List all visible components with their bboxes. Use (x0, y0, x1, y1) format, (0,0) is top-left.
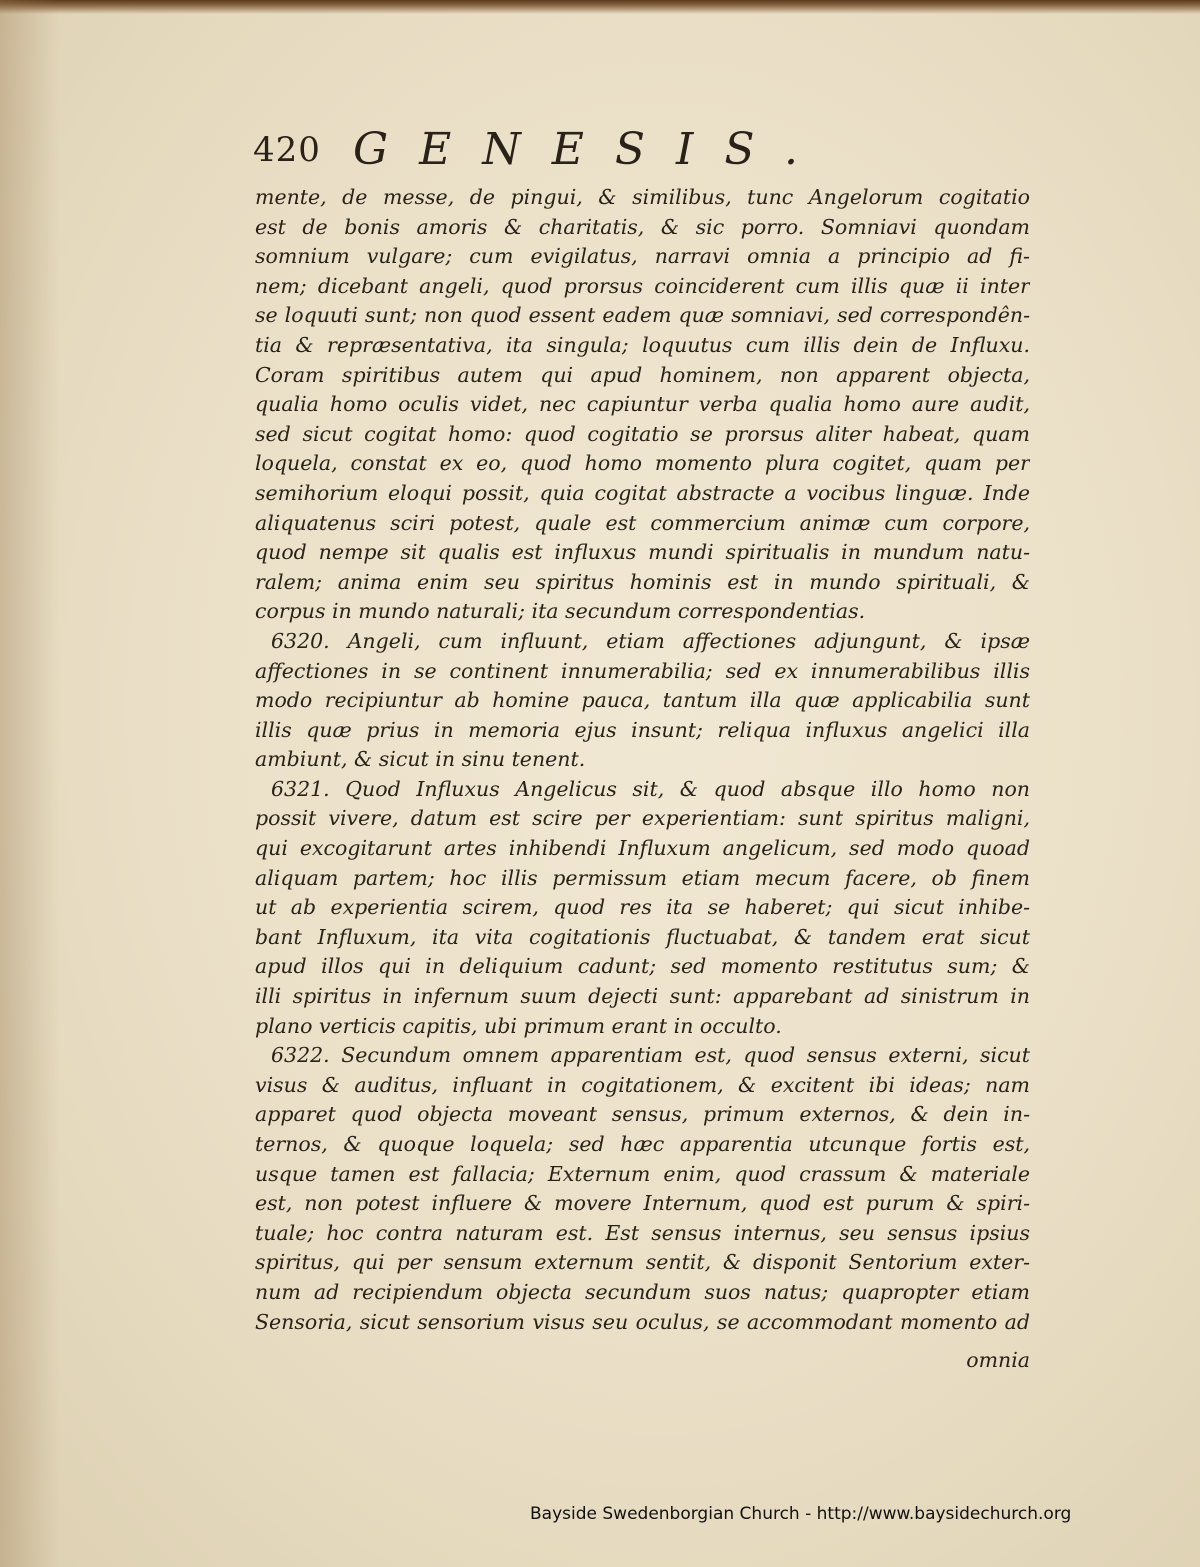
text-line: est, non potest influere & movere Internum, quod est purum & spiri- (255, 1191, 1030, 1216)
running-header (253, 124, 1043, 174)
text-line: bant Influxum, ita vita cogitationis fluctuabat, & tandem erat sicut (255, 924, 1030, 949)
text-line: mente, de messe, de pingui, & similibus, tunc Angelorum cogitatio (255, 185, 1030, 209)
text-line: tia & repræsentativa, ita singula; loquutus cum illis dein de Influxu. (255, 332, 1030, 357)
text-line: qualia homo oculis videt, nec capiuntur verba qualia homo aure audit, (255, 392, 1030, 417)
text-line: ralem; anima enim seu spiritus hominis est in mundo spirituali, & (255, 569, 1030, 594)
text-line: apud illos qui in deliquium cadunt; sed momento restitutus sum; & (255, 954, 1030, 979)
footer-credit: Bayside Swedenborgian Church - http://www.baysidechurch.org (530, 1504, 1072, 1524)
page-number: 420 (253, 130, 321, 170)
text-line: illis quæ prius in memoria ejus insunt; reliqua influxus angelici illa (255, 717, 1030, 742)
text-line: spiritus, qui per sensum externum sentit, & disponit Sentorium exter- (255, 1250, 1030, 1275)
text-line: est de bonis amoris & charitatis, & sic porro. Somniavi quondam (255, 214, 1030, 239)
text-line: Sensoria, sicut sensorium visus seu oculus, se accommodant momento ad (255, 1309, 1030, 1334)
text-line: quod nempe sit qualis est influxus mundi spiritualis in mundum natu- (255, 540, 1030, 565)
running-title: GENESIS. (353, 124, 829, 175)
body-text (255, 183, 1030, 1337)
text-line: ternos, & quoque loquela; sed hæc apparentia utcunque fortis est, (255, 1132, 1030, 1156)
text-line: se loquuti sunt; non quod essent eadem quæ somniavi, sed correspondên- (255, 303, 1030, 328)
text-line: ut ab experientia scirem, quod res ita se haberet; qui sicut inhibe- (255, 895, 1030, 920)
text-line: aliquatenus sciri potest, quale est commercium animæ cum corpore, (255, 510, 1030, 535)
page-top-edge (0, 0, 1200, 14)
text-line: usque tamen est fallacia; Externum enim, quod crassum & materiale (255, 1161, 1030, 1186)
text-line: affectiones in se continent innumerabilia; sed ex innumerabilibus illis (255, 658, 1030, 683)
text-line: aliquam partem; hoc illis permissum etiam mecum facere, ob finem (255, 865, 1030, 890)
text-line: possit vivere, datum est scire per experientiam: sunt spiritus maligni, (255, 806, 1030, 831)
text-line: somnium vulgare; cum evigilatus, narravi omnia a principio ad fi- (255, 244, 1030, 269)
paragraph-6321-start: 6321. Quod Influxus Angelicus sit, & quod absque illo homo non (271, 776, 1030, 801)
text-line: semihorium eloqui possit, quia cogitat abstracte a vocibus linguæ. Inde (255, 480, 1030, 505)
paragraph-6322-start: 6322. Secundum omnem apparentiam est, quod sensus externi, sicut (271, 1043, 1030, 1068)
text-line: ambiunt, & sicut in sinu tenent. (255, 747, 586, 772)
text-line: tuale; hoc contra naturam est. Est sensus internus, seu sensus ipsius (255, 1220, 1030, 1245)
text-line: illi spiritus in infernum suum dejecti sunt: apparebant ad sinistrum in (255, 984, 1030, 1009)
page-gutter-shadow (0, 0, 60, 1567)
text-line: visus & auditus, influant in cogitationem, & excitent ibi ideas; nam (255, 1072, 1030, 1097)
paragraph-6320-start: 6320. Angeli, cum influunt, etiam affectiones adjungunt, & ipsæ (271, 628, 1030, 653)
text-line: loquela, constat ex eo, quod homo momento plura cogitet, quam per (255, 451, 1030, 476)
text-line: num ad recipiendum objecta secundum suos natus; quapropter etiam (255, 1279, 1030, 1304)
catchword: omnia (966, 1348, 1030, 1372)
text-line: corpus in mundo naturali; ita secundum correspondentias. (255, 599, 866, 624)
text-line: modo recipiuntur ab homine pauca, tantum illa quæ applicabilia sunt (255, 688, 1030, 713)
text-line: sed sicut cogitat homo: quod cogitatio se prorsus aliter habeat, quam (255, 421, 1030, 446)
text-line: qui excogitarunt artes inhibendi Influxum angelicum, sed modo quoad (255, 836, 1030, 861)
text-line: Coram spiritibus autem qui apud hominem, non apparent objecta, (255, 362, 1030, 387)
text-line: apparet quod objecta moveant sensus, primum externos, & dein in- (255, 1102, 1030, 1127)
text-line: plano verticis capitis, ubi primum erant in occulto. (255, 1013, 782, 1038)
text-line: nem; dicebant angeli, quod prorsus coinciderent cum illis quæ ii inter (255, 273, 1030, 298)
